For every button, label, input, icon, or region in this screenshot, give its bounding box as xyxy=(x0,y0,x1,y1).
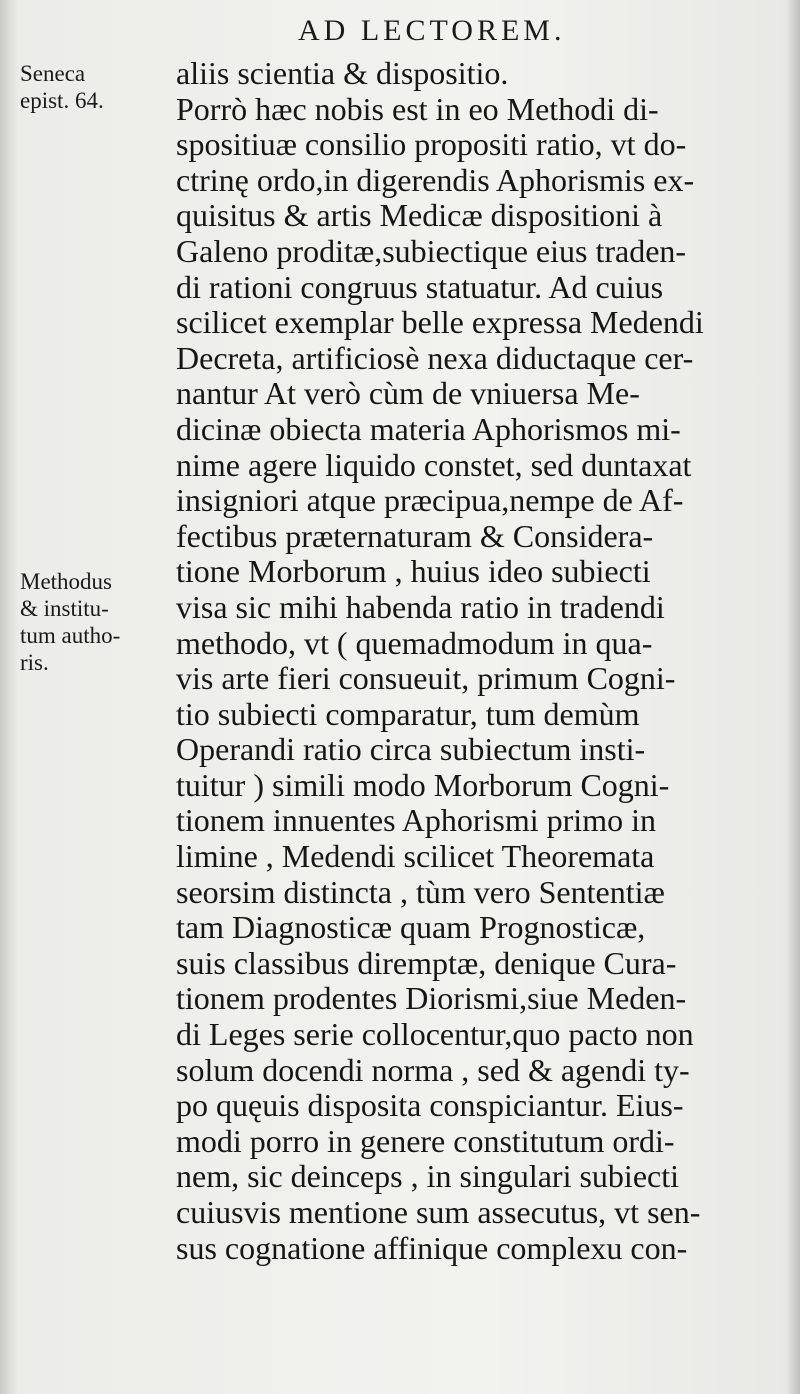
text-line: scilicet exemplar belle expressa Medendi xyxy=(176,305,704,341)
text-line: di rationi congruus statuatur. Ad cuius xyxy=(176,269,664,305)
text-line: dicinæ obiecta materia Aphorismos mi- xyxy=(176,411,681,447)
text-line: Decreta, artificiosè nexa diductaque cer- xyxy=(176,340,694,376)
margin-note-line: tum autho- xyxy=(20,623,121,648)
text-line: aliis scientia & dispositio. xyxy=(176,56,509,91)
text-line: po quęuis disposita conspiciantur. Eius- xyxy=(176,1088,684,1124)
margin-note-line: Seneca xyxy=(20,61,86,86)
text-line: vis arte fieri consueuit, primum Cogni- xyxy=(176,661,676,697)
margin-note-seneca xyxy=(20,60,104,114)
text-line: nantur At verò cùm de vniuersa Me- xyxy=(176,376,640,412)
text-line: Operandi ratio circa subiectum insti- xyxy=(176,732,646,768)
text-line: tionem innuentes Aphorismi primo in xyxy=(176,803,656,839)
text-line: methodo, vt ( quemadmodum in qua- xyxy=(176,625,653,661)
text-line: tuitur ) simili modo Morborum Cogni- xyxy=(176,767,670,803)
text-line: seorsim distincta , tùm vero Sententiæ xyxy=(176,874,665,910)
text-line: nem, sic deinceps , in singulari subiecti xyxy=(176,1159,679,1195)
text-line: tionem prodentes Diorismi,siue Meden- xyxy=(176,981,687,1017)
margin-note-methodus xyxy=(20,568,120,676)
running-head: AD LECTOREM. xyxy=(298,14,566,47)
text-line: cuiusvis mentione sum assecutus, vt sen- xyxy=(176,1195,701,1230)
text-line: tam Diagnosticæ quam Prognosticæ, xyxy=(176,910,646,946)
text-line: insigniori atque præcipua,nempe de Af- xyxy=(176,483,684,519)
text-line: modi porro in genere constitutum ordi- xyxy=(176,1123,675,1159)
margin-note-line: epist. 64. xyxy=(20,88,104,113)
text-line: tio subiecti comparatur, tum demùm xyxy=(176,696,640,732)
text-line: sus cognatione affinique complexu con- xyxy=(176,1230,688,1266)
text-line: Porrò hæc nobis est in eo Methodi di- xyxy=(176,91,659,127)
text-line: quisitus & artis Medicæ dispositioni à xyxy=(176,198,663,234)
text-line: solum docendi norma , sed & agendi ty- xyxy=(176,1052,690,1088)
text-line: Galeno proditæ,subiectique eius traden- xyxy=(176,233,687,269)
text-line: visa sic mihi habenda ratio in tradendi xyxy=(176,589,665,625)
body-text xyxy=(176,56,736,1266)
text-line: di Leges serie collocentur,quo pacto non xyxy=(176,1017,694,1053)
text-line: nime agere liquido constet, sed duntaxat xyxy=(176,447,692,483)
margin-note-line: Methodus xyxy=(20,569,112,594)
page-edge-shadow xyxy=(786,0,800,1394)
text-line: tione Morborum , huius ideo subiecti xyxy=(176,554,651,590)
margin-note-line: ris. xyxy=(20,650,49,675)
text-line: ctrinę ordo,in digerendis Aphorismis ex- xyxy=(176,162,695,198)
margin-note-line: & institu- xyxy=(20,596,109,621)
text-line: fectibus præternaturam & Considera- xyxy=(176,518,654,554)
text-line: spositiuæ consilio propositi ratio, vt do- xyxy=(176,127,687,163)
text-line: limine , Medendi scilicet Theoremata xyxy=(176,839,655,875)
text-line: suis classibus diremptæ, denique Cura- xyxy=(176,945,677,981)
